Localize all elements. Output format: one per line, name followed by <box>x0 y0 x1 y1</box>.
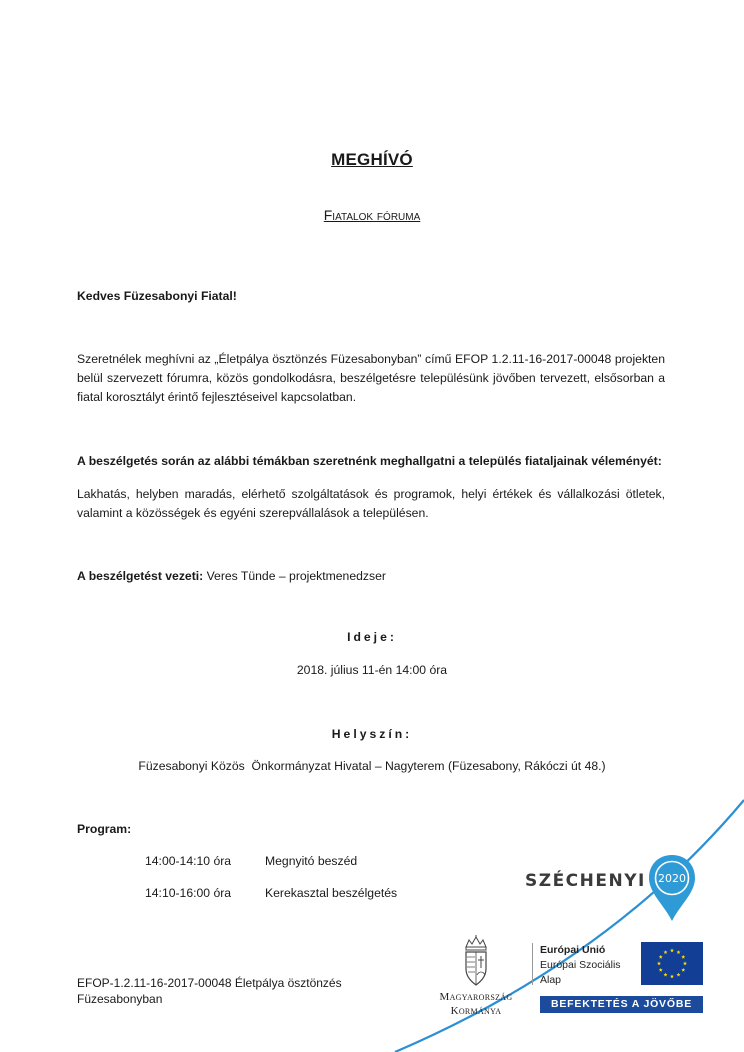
time-value: 2018. július 11-én 14:00 óra <box>296 663 448 677</box>
host-value: Veres Tünde – projektmenedzser <box>203 569 386 583</box>
eu-banner: BEFEKTETÉS A JÖVŐBE <box>540 996 703 1013</box>
footer-project-line1: EFOP-1.2.11-16-2017-00048 Életpálya ösztönzés <box>77 976 342 990</box>
eu-label <box>540 943 621 988</box>
government-text <box>428 990 524 1018</box>
eu-line3: Alap <box>540 974 562 986</box>
host-label: A beszélgetést vezeti: <box>77 569 204 583</box>
szechenyi-word: SZÉCHENYI <box>525 871 646 891</box>
szechenyi-year: 2020 <box>658 872 686 885</box>
page-title: MEGHÍVÓ <box>331 150 413 169</box>
program-label: Program: <box>77 822 132 836</box>
eu-line2: Európai Szociális <box>540 959 621 971</box>
program-item-activity: Kerekasztal beszélgetés <box>265 886 398 900</box>
footer-project-line2: Füzesabonyban <box>77 992 163 1006</box>
location-value: Füzesabonyi Közös Önkormányzat Hivatal – Nagyterem (Füzesabony, Rákóczi út 48.) <box>138 759 606 773</box>
logo-divider <box>532 943 533 985</box>
eu-line1: Európai Unió <box>540 944 606 956</box>
government-line1: Magyarország <box>439 991 513 1003</box>
program-item-time: 14:10-16:00 óra <box>145 886 232 900</box>
government-line2: Kormánya <box>450 1005 502 1017</box>
government-logo <box>428 935 524 1020</box>
eu-flag-icon <box>641 942 703 985</box>
subtitle-text: Fiatalok fóruma <box>323 207 421 223</box>
szechenyi-logo <box>525 853 705 923</box>
greeting: Kedves Füzesabonyi Fiatal! <box>77 289 237 303</box>
location-label: Helyszín: <box>331 727 413 741</box>
program-item-time: 14:00-14:10 óra <box>145 854 232 868</box>
coat-of-arms-icon <box>462 935 490 987</box>
footer-project <box>77 975 342 1007</box>
location-pin-icon <box>646 853 698 923</box>
time-label: Ideje: <box>347 630 397 644</box>
topics-text: Lakhatás, helyben maradás, elérhető szolgáltatások és programok, helyi értékek és vállalkozási ötletek, valamint a közösségek és egyéni szerepvállalások a településen. <box>77 487 665 520</box>
topics-heading: A beszélgetés során az alábbi témákban szeretnénk meghallgatni a település fiataljainak véleményét: <box>77 454 662 468</box>
intro-paragraph: Szeretnélek meghívni az „Életpálya ösztönzés Füzesabonyban” című EFOP 1.2.11-16-2017-00048 projekten belül szervezett fórumra, közös gondolkodásra, beszélgetésre településünk jövőben tervezett, elsősorban a fiatal korosztályt érintő fejlesztéseivel kapcsolatban. <box>77 352 665 404</box>
program-item-activity: Megnyitó beszéd <box>265 854 358 868</box>
